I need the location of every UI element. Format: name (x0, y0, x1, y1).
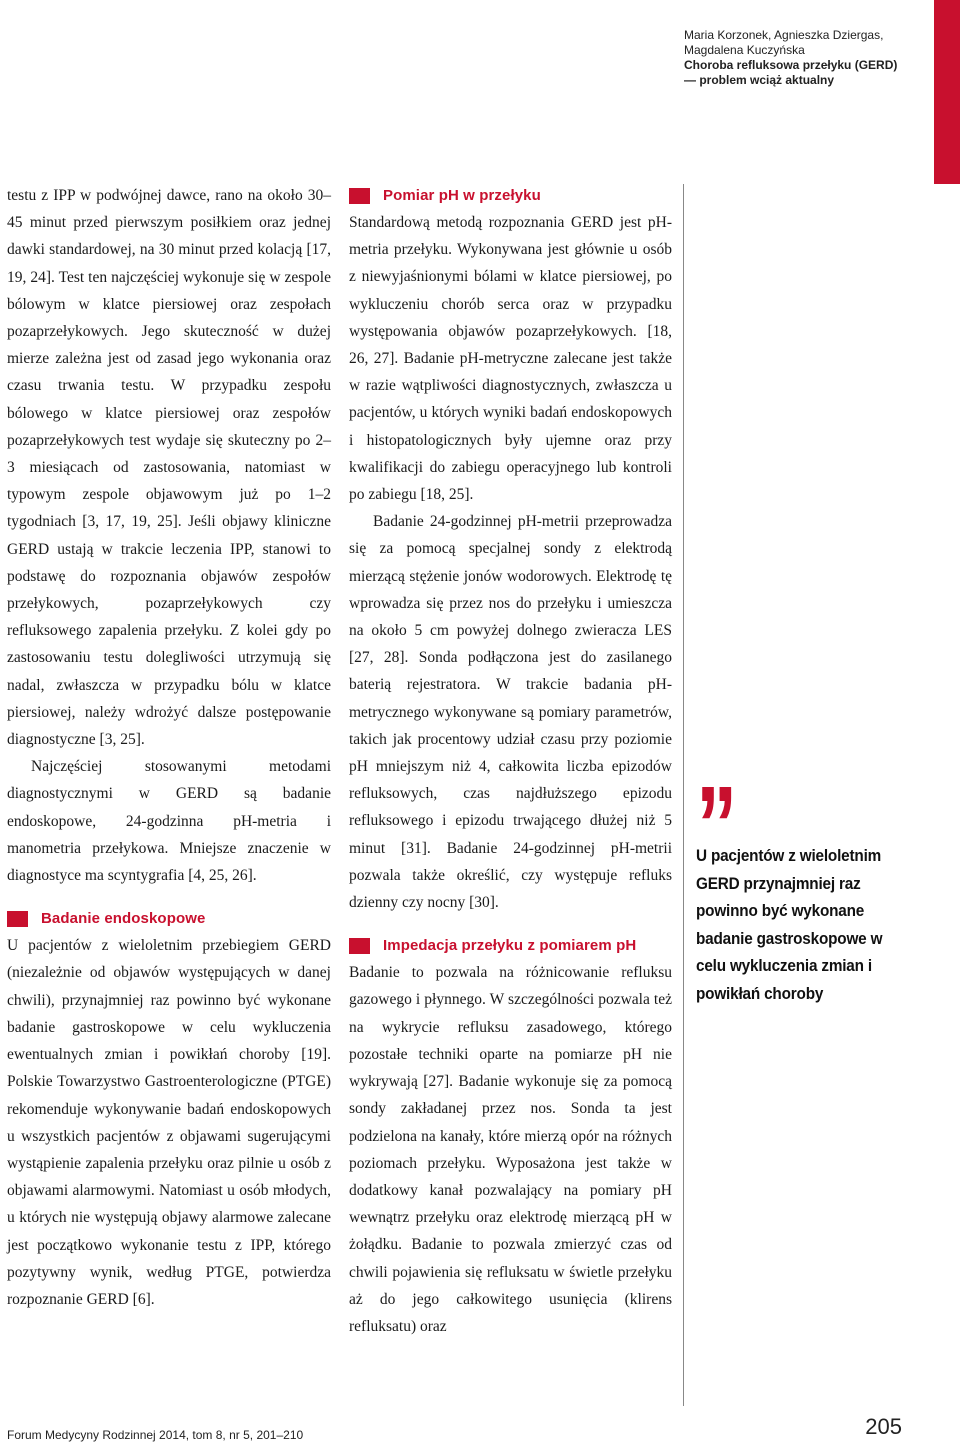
header-authors-line1: Maria Korzonek, Agnieszka Dziergas, (684, 28, 884, 42)
quote-mark-icon: ” (696, 764, 732, 887)
header-accent-bar (934, 0, 960, 184)
running-header (684, 28, 924, 88)
text-column-middle (349, 182, 672, 1340)
paragraph: testu z IPP w podwójnej dawce, rano na około 30–45 minut przed pierwszym posiłkiem oraz jednej dawki standardowej, na 30 minut przed kolacją [17, 19, 24]. Test ten najczęściej wykonuje się w zespole bólowym w klatce piersiowej oraz zespołach pozaprzełykowych. Jego skuteczność w dużej mierze zależna jest od zasad jego wykonania oraz czasu trwania testu. W przypadku zespołu bólowego w klatce piersiowej oraz zespołów pozaprzełykowych test wydaje się skuteczny po 2–3 miesiącach od zastosowania, natomiast w typowym zespole objawowym już po 1–2 tygodniach [3, 17, 19, 25]. Jeśli objawy kliniczne GERD ustają w trakcie leczenia IPP, stanowi to podstawę do rozpoznania objawów zespołów przełykowych, pozaprzełykowych czy refluksowego zapalenia przełyku. Z kolei gdy po zastosowaniu testu dolegliwości utrzymują się nadal, zwłaszcza w przypadku bólu w klatce piersiowej, należy wdrożyć dalsze postępowanie diagnostyczne [3, 25]. (7, 187, 331, 749)
page-number: 205 (865, 1414, 902, 1439)
section-heading (349, 182, 672, 209)
paragraph: Badanie 24-godzinnej pH-metrii przeprowadza się za pomocą specjalnej sondy z elektrodą mierzącą stężenie jonów wodorowych. Elektrodę tę wprowadza się przez nos do przełyku i umieszcza na około 5 cm powyżej dolnego zwieracza LES [27, 28]. Sonda podłączona jest do zasilanego baterią rejestratora. W trakcie badania pH-metrycznego wykonywane są pomiary parametrów, takich jak procentowy udział czasu przy poziomie pH mniejszym niż 4, całkowita liczba epizodów refluksowych, czas najdłuższego epizodu refluksowego i epizodu trwającego dłużej niż 5 minut [31]. Badanie 24-godzinnej pH-metrii pozwala także określić, czy występuje refluks dzienny czy nocny [30]. (349, 513, 672, 912)
header-authors-line2: Magdalena Kuczyńska (684, 43, 805, 57)
section-title: Impedacja przełyku z pomiarem pH (383, 937, 637, 955)
section-marker-icon (349, 188, 370, 204)
section-title: Badanie endoskopowe (41, 910, 206, 928)
header-title-line2: — problem wciąż aktualny (684, 73, 835, 87)
paragraph: Badanie to pozwala na różnicowanie refluksu gazowego i płynnego. W szczególności pozwala też na wykrycie refluksu zasadowego, którego pozostałe techniki oparte na pomiarze pH nie wykrywają [27]. Badanie wykonuje się za pomocą sondy zakładanej przez nos. Sonda ta jest podzielona na kanały, które mierzą opór na różnych poziomach przełyku. Wyposażona jest także w dodatkowy kanał pozwalający na pomiary pH wewnątrz przełyku oraz elektrodę mierzącą pH w żołądku. Badanie to pozwala zmierzyć czas od chwili pojawienia się refluksatu w świetle przełyku aż do jego całkowitego usunięcia (klirens refluksatu) oraz (349, 964, 672, 1335)
paragraph: Najczęściej stosowanymi metodami diagnostycznymi w GERD są badanie endoskopowe, 24-godzinna pH-metria i manometria przełykowa. Mniejsze znaczenie w diagnostyce ma scyntygrafia [4, 25, 26]. (7, 758, 331, 885)
section-marker-icon (7, 911, 28, 927)
section-heading (7, 905, 331, 932)
footer-journal: Forum Medycyny Rodzinnej 2014, tom 8, nr 5, 201–210 (7, 1428, 304, 1442)
pull-quote (696, 764, 916, 1007)
header-title-line1: Choroba refluksowa przełyku (GERD) (684, 58, 898, 72)
section-heading (349, 932, 672, 959)
text-column-left (7, 182, 331, 1313)
section-title: Pomiar pH w przełyku (383, 186, 541, 204)
section-marker-icon (349, 938, 370, 954)
column-divider (683, 184, 684, 1406)
pull-quote-text: U pacjentów z wieloletnim GERD przynajmniej raz powinno być wykonane badanie gastroskopowe w celu wykluczenia zmian i powikłań choroby (696, 846, 883, 1003)
paragraph: Standardową metodą rozpoznania GERD jest pH-metria przełyku. Wykonywana jest głównie u osób z niewyjaśnionymi bólami w klatce piersiowej, po wykluczeniu chorób serca oraz w przypadku występowania objawów pozaprzełykowych. [18, 26, 27]. Badanie pH-metryczne zalecane jest także w razie wątpliwości diagnostycznych, zwłaszcza u pacjentów, u których wyniki badań endoskopowych i histopatologicznych były ujemne oraz przy kwalifikacji do zabiegu operacyjnego lub kontroli po zabiegu [18, 25]. (349, 214, 672, 504)
paragraph: U pacjentów z wieloletnim przebiegiem GERD (niezależnie od objawów występujących w danej chwili), przynajmniej raz powinno być wykonane badanie gastroskopowe w celu wykluczenia ewentualnych zmian i powikłań choroby [19]. Polskie Towarzystwo Gastroenterologiczne (PTGE) rekomenduje wykonywanie badań endoskopowych u wszystkich pacjentów z objawami sugerującymi wystąpienie zapalenia przełyku oraz pilnie u osób z objawami alarmowymi. Natomiast u osób młodych, u których nie występują objawy alarmowe zalecane jest początkowo wykonanie testu z IPP, którego pozytywny wynik, według PTGE, potwierdza rozpoznanie GERD [6]. (7, 937, 331, 1308)
